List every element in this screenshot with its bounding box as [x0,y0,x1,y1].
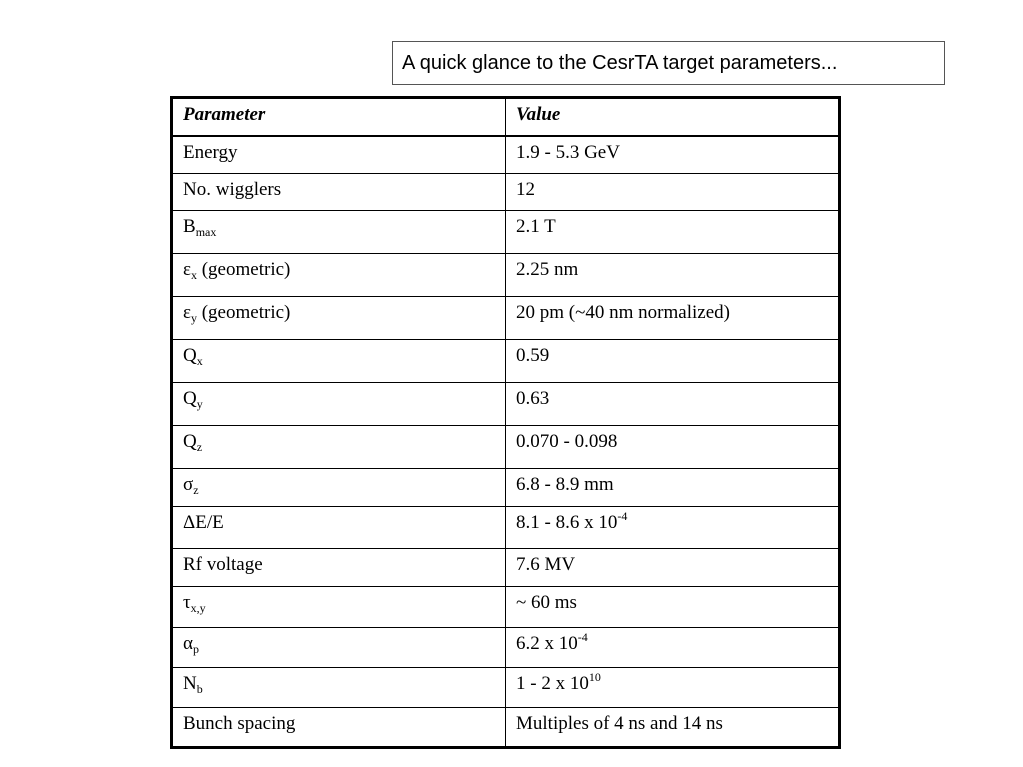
table-row [172,426,840,469]
parameter-name: Energy [183,141,238,163]
parameter-subscript: z [196,440,203,454]
parameter-value: 2.1 T [516,216,556,237]
table-row [172,587,840,628]
parameter-value: 2.25 nm [516,259,579,280]
parameter-name: Q [183,345,197,366]
value-cell [506,469,840,507]
parameter-name: τ [183,592,191,613]
value-cell [506,297,840,340]
parameter-subscript: y [190,311,197,325]
value-cell [506,708,840,748]
parameter-value: 0.59 [516,345,550,366]
table-row [172,211,840,254]
parameter-subscript: y [196,397,203,411]
parameter-name: ΔE/E [183,512,224,533]
parameter-cell [172,668,506,708]
value-cell [506,587,840,628]
value-cell [506,136,840,174]
parameter-value: 8.1 - 8.6 x 10 [516,512,618,533]
value-exponent: -4 [617,509,628,523]
table-row [172,136,840,174]
parameter-name: Rf voltage [183,554,263,575]
table-row [172,628,840,668]
parameter-value: 1.9 - 5.3 GeV [516,141,620,163]
parameter-value: 12 [516,179,535,200]
parameter-name: No. wigglers [183,179,282,200]
table-row [172,383,840,426]
value-cell [506,549,840,587]
value-exponent: 10 [588,670,601,684]
parameter-qualifier: (geometric) [196,302,291,323]
parameter-subscript: p [192,642,199,656]
parameter-value: 6.2 x 10 [516,633,578,654]
value-exponent: -4 [577,630,588,644]
parameter-qualifier: (geometric) [196,259,291,280]
value-cell [506,507,840,549]
value-cell [506,426,840,469]
value-cell [506,383,840,426]
parameter-cell [172,254,506,297]
parameter-subscript: z [193,483,199,497]
parameter-value: 1 - 2 x 10 [516,673,589,694]
table-row [172,507,840,549]
parameter-value: 6.8 - 8.9 mm [516,474,614,495]
parameter-name: Q [183,431,197,452]
value-cell [506,211,840,254]
table-row [172,708,840,748]
caption-box [392,41,945,85]
parameter-cell [172,383,506,426]
parameter-cell [172,507,506,549]
parameter-cell [172,136,506,174]
value-cell [506,254,840,297]
table-row [172,668,840,708]
parameter-value: 0.63 [516,388,550,409]
parameter-name: ε [183,259,191,280]
parameter-cell [172,628,506,668]
parameter-name: Q [183,388,197,409]
parameter-value: Multiples of 4 ns and 14 ns [516,713,723,734]
parameter-cell [172,297,506,340]
parameter-name: α [183,633,193,654]
parameter-name: σ [183,474,194,495]
parameter-cell [172,174,506,211]
parameter-cell [172,587,506,628]
value-cell [506,174,840,211]
table-row [172,549,840,587]
parameter-cell [172,549,506,587]
parameter-cell [172,708,506,748]
parameter-name: ε [183,302,191,323]
parameter-value: ~ 60 ms [516,592,577,613]
caption-text: A quick glance to the CesrTA target parameters... [402,52,838,74]
table-row [172,254,840,297]
parameter-name: B [183,216,196,237]
parameter-cell [172,340,506,383]
parameter-subscript: x [196,354,203,368]
value-cell [506,628,840,668]
parameter-value: 0.070 - 0.098 [516,431,618,452]
table-row [172,297,840,340]
value-cell [506,340,840,383]
parameter-subscript: b [196,682,203,696]
table-row [172,174,840,211]
header-value: Value [506,98,840,136]
table-row [172,340,840,383]
parameter-cell [172,426,506,469]
value-cell [506,668,840,708]
parameter-name: N [183,673,197,694]
table-body [172,136,840,748]
header-parameter: Parameter [172,98,506,136]
table-row [172,469,840,507]
parameter-value: 20 pm (~40 nm normalized) [516,302,730,323]
parameter-value: 7.6 MV [516,554,576,575]
parameter-subscript: x [190,268,197,282]
table-header-row [172,98,840,136]
parameter-subscript: max [195,225,217,239]
parameter-subscript: x,y [190,601,206,615]
parameter-table [170,96,841,749]
parameter-name: Bunch spacing [183,713,296,734]
parameter-cell [172,211,506,254]
parameter-cell [172,469,506,507]
